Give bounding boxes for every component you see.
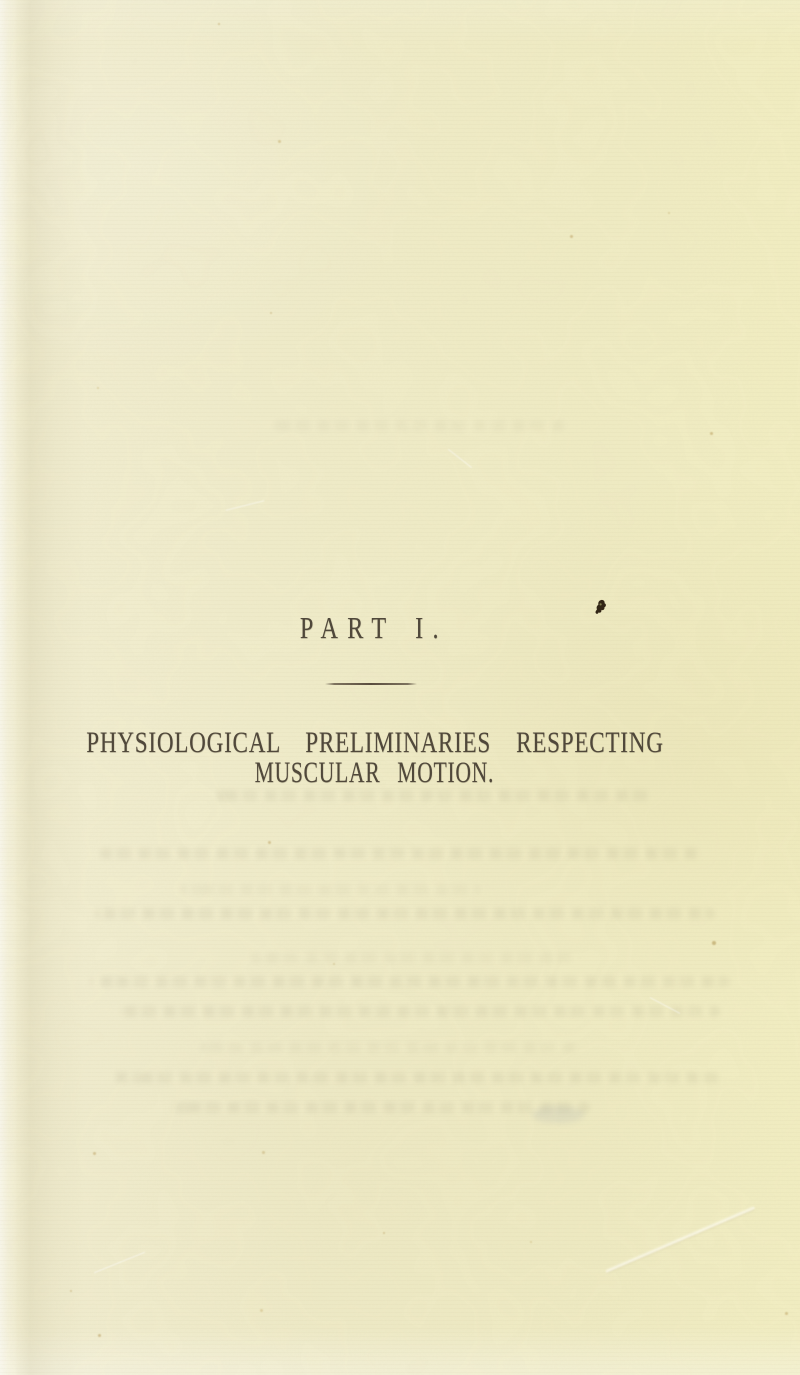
part-heading: PART I.: [299, 610, 449, 645]
stain-smudge: [532, 1106, 584, 1123]
chapter-title-text-2: MUSCULAR MOTION.: [254, 756, 494, 789]
paper-fiber: [94, 1252, 145, 1274]
show-through-line: [250, 952, 580, 963]
show-through-line: [212, 790, 650, 801]
show-through-line: [273, 420, 568, 431]
foxing-spot: [383, 1232, 385, 1234]
foxing-spot: [710, 432, 713, 435]
paper-crease: [605, 1205, 756, 1275]
foxing-spot: [262, 1151, 265, 1154]
foxing-spot: [333, 963, 335, 965]
foxing-spot: [270, 312, 272, 314]
foxing-spot: [93, 1152, 96, 1155]
ink-blemish: [592, 599, 608, 617]
show-through-line: [170, 1102, 590, 1113]
foxing-spot: [530, 1241, 532, 1243]
paper-fiber: [448, 449, 472, 468]
foxing-spot: [97, 387, 99, 389]
foxing-spot: [260, 1309, 263, 1312]
section-divider-rule: [325, 683, 417, 685]
show-through-line: [200, 1042, 580, 1053]
show-through-line: [120, 1006, 720, 1017]
part-heading-line: [0, 612, 748, 644]
foxing-spot: [785, 1312, 788, 1315]
foxing-spot: [712, 941, 716, 945]
chapter-title-text-1: PHYSIOLOGICAL PRELIMINARIES RESPECTING: [86, 726, 664, 759]
foxing-spot: [268, 841, 271, 844]
show-through-line: [95, 908, 715, 919]
foxing-spot: [70, 1290, 72, 1292]
show-through-line: [180, 884, 480, 895]
show-through-line: [90, 976, 730, 987]
show-through-line: [110, 1072, 720, 1083]
foxing-spot: [98, 1334, 101, 1337]
ink-blemish-shape: [592, 599, 608, 617]
chapter-title-line-2: [0, 757, 748, 788]
foxing-spot: [218, 23, 220, 25]
foxing-spot: [668, 212, 670, 214]
foxing-spot: [278, 140, 281, 143]
foxing-spot: [570, 235, 573, 238]
paper-fiber: [225, 500, 264, 511]
chapter-title-line-1: [0, 727, 748, 758]
show-through-line: [100, 848, 700, 859]
